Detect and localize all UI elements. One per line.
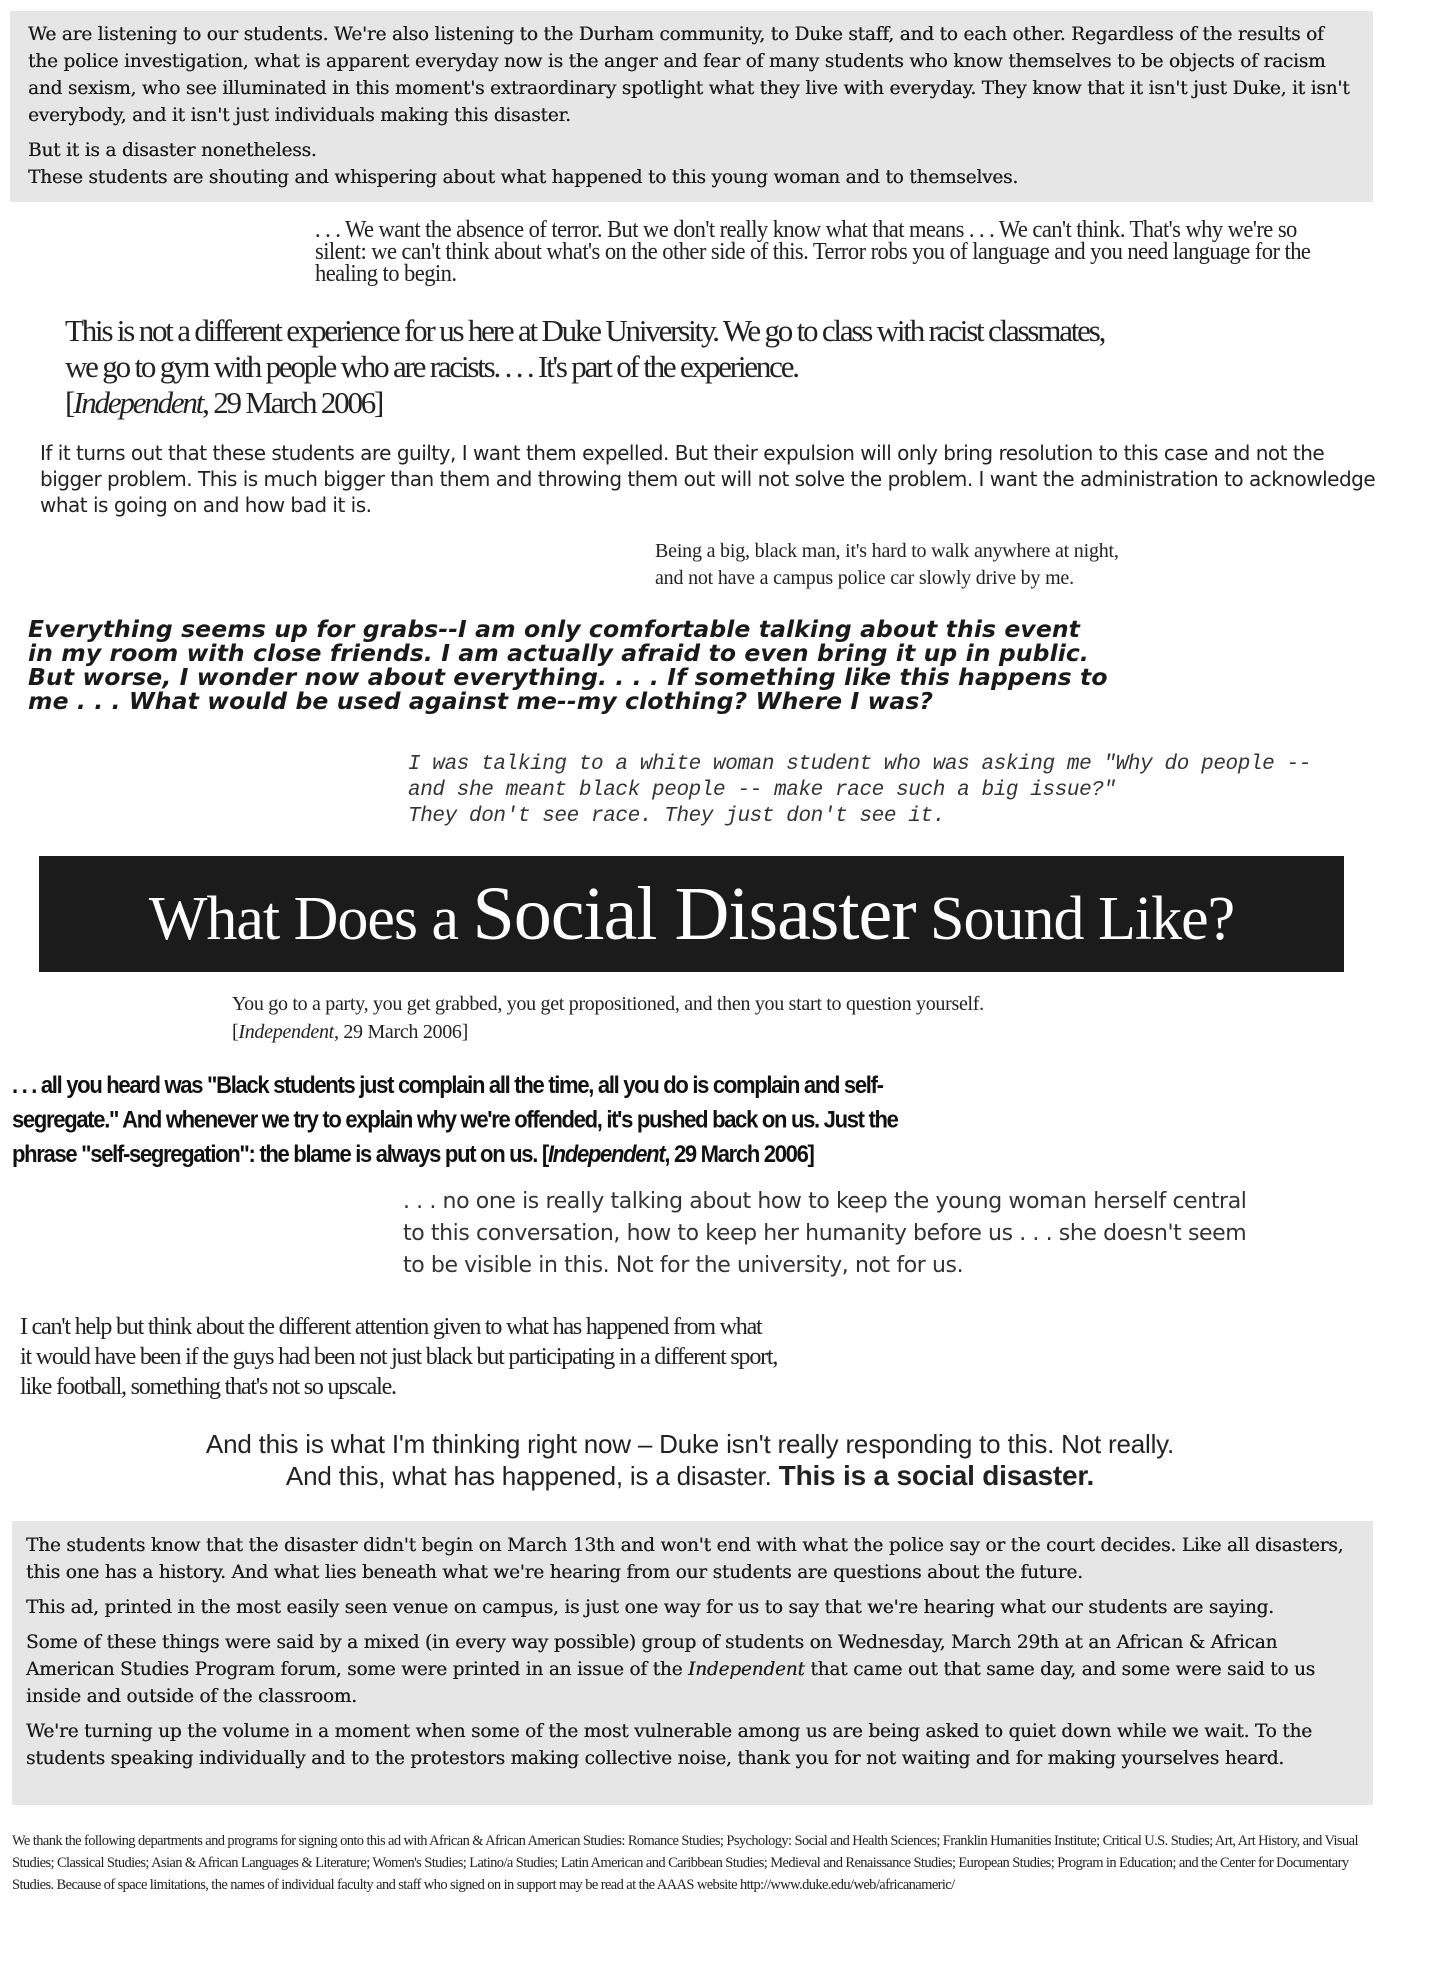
closing-box <box>12 1521 1373 1805</box>
quote-cant-help <box>20 1312 1120 1402</box>
closing-text: that came out that same day, and some were said to us inside and outside of the classroom. <box>26 1659 1315 1707</box>
source-publication: Independent <box>73 385 203 420</box>
quote-no-one <box>403 1186 1403 1282</box>
quote-line: . . . no one is really talking about how to keep the young woman herself central <box>403 1189 1247 1214</box>
quote-line: it would have been if the guys had been not just black but participating in a different sport, <box>20 1344 778 1370</box>
quote-line: in my room with close friends. I am actually afraid to even bring it up in public. <box>28 639 1089 667</box>
quote-line: and not have a campus police car slowly drive by me. <box>655 567 1074 589</box>
intro-paragraph: We are listening to our students. We're also listening to the Durham community, to Duke staff, and to each other. Regardless of the results of the police investigation, what is apparent everyday now is the anger and fear of many students who know themselves to be objects of racism and sexism, who see illuminated in this moment's extraordinary spotlight what they live with everyday. They know that it isn't just Duke, it isn't everybody, and it isn't just individuals making this disaster. <box>28 24 1350 126</box>
headline-part: What Does a <box>148 884 473 953</box>
quote-line: I was talking to a white woman student who was asking me "Why do people -- <box>408 753 1311 776</box>
headline-part-emphasis: Social Disaster <box>472 871 916 956</box>
source-date: , 29 March 2006] <box>333 1021 468 1043</box>
intro-box <box>10 11 1373 202</box>
quote-complain <box>12 1068 1112 1172</box>
headline-part: Sound Like? <box>915 884 1235 953</box>
source-date: , 29 March 2006] <box>202 385 383 420</box>
quote-line <box>12 1137 1112 1172</box>
source-publication: Independent <box>238 1021 334 1043</box>
source-bracket: [ <box>65 385 74 420</box>
quote-emphasis: This is a social disaster. <box>778 1460 1095 1491</box>
intro-statement: But it is a disaster nonetheless. <box>28 140 317 161</box>
quote-line: Everything seems up for grabs--I am only comfortable talking about this event <box>28 615 1081 643</box>
quote-line: I can't help but think about the different attention given to what has happened from what <box>20 1314 762 1340</box>
closing-paragraph: This ad, printed in the most easily seen venue on campus, is just one way for us to say that we're hearing what our students are saying. <box>26 1597 1274 1618</box>
quote-expelled: If it turns out that these students are guilty, I want them expelled. But their expulsion will only bring resolution to this case and not the bigger problem. This is much bigger than them and throwing them out will not solve the problem. I want the administration to acknowledge what is going on and how bad it is. <box>40 441 1376 517</box>
headline-banner <box>39 856 1344 972</box>
quote-line: They don't see race. They just don't see it. <box>408 805 945 828</box>
quote-everything <box>28 617 1328 713</box>
intro-statement: These students are shouting and whispering about what happened to this young woman and to themselves. <box>28 167 1019 188</box>
quote-line: me . . . What would be used against me--my clothing? Where I was? <box>28 687 934 715</box>
source-publication: Independent <box>547 1140 665 1168</box>
headline-title <box>149 871 1234 958</box>
quote-thinking <box>0 1428 1380 1492</box>
quote-line: to this conversation, how to keep her humanity before us . . . she doesn't seem <box>403 1221 1247 1246</box>
quote-big-man <box>655 538 1355 592</box>
publication-name: Independent <box>688 1659 805 1680</box>
quote-line: to be visible in this. Not for the university, not for us. <box>403 1253 964 1278</box>
quote-line <box>0 1460 1380 1492</box>
quote-experience <box>65 313 1265 421</box>
quote-line: This is not a different experience for us here at Duke University. We go to class with racist classmates, <box>65 313 1105 348</box>
quote-line: like football, something that's not so upscale. <box>20 1374 396 1400</box>
quote-line: But worse, I wonder now about everything. . . . If something like this happens to <box>28 663 1108 691</box>
quote-line: segregate." And whenever we try to explain why we're offended, it's pushed back on us. Just the <box>12 1105 898 1133</box>
quote-source <box>232 1018 1382 1046</box>
quote-line: we go to gym with people who are racists. . . . It's part of the experience. <box>65 349 798 384</box>
quote-terror: . . . We want the absence of terror. But we don't really know what that means . . . We can't think. That's why we're so silent: we can't think about what's on the other side of this. Terror robs you of language and you need language for the healing to begin. <box>315 217 1311 287</box>
quote-line: Being a big, black man, it's hard to walk anywhere at night, <box>655 540 1119 562</box>
closing-paragraph: We're turning up the volume in a moment when some of the most vulnerable among us are being asked to quiet down while we wait. To the students speaking individually and to the protestors making collective noise, thank you for not waiting and for making yourselves heard. <box>26 1721 1312 1769</box>
quote-party <box>232 990 1382 1046</box>
quote-line: and she meant black people -- make race such a big issue?" <box>408 779 1116 802</box>
source-date: , 29 March 2006] <box>664 1140 814 1168</box>
quote-white-woman <box>408 752 1408 830</box>
quote-line: . . . all you heard was "Black students just complain all the time, all you do is complain and self- <box>12 1071 883 1099</box>
closing-paragraph: The students know that the disaster didn't begin on March 13th and won't end with what the police say or the court decides. Like all disasters, this one has a history. And what lies beneath what we're hearing from our students are questions about the future. <box>26 1535 1344 1583</box>
quote-text: And this, what has happened, is a disaster. <box>285 1461 772 1491</box>
source-bracket: [ <box>232 1021 239 1043</box>
quote-line: And this is what I'm thinking right now – Duke isn't really responding to this. Not really. <box>205 1429 1175 1459</box>
footer-acknowledgements: We thank the following departments and programs for signing onto this ad with African & African American Studies: Romance Studies; Psychology: Social and Health Sciences; Franklin Humanities Institute; Critical U.S. Studies; Art, Art History, and Visual Studies; Classical Studies; Asian & African Languages & Literature; Women's Studies; Latino/a Studies; Latin American and Caribbean Studies; Medieval and Renaissance Studies; European Studies; Program in Education; and the Center for Documentary Studies. Because of space limitations, the names of individual faculty and staff who signed on in support may be read at the AAAS website http://www.duke.edu/web/africanameric/ <box>12 1833 1358 1893</box>
quote-source <box>65 385 1265 421</box>
closing-paragraph <box>26 1629 1359 1710</box>
quote-text: phrase "self-segregation": the blame is always put on us. [ <box>12 1140 548 1168</box>
quote-line: You go to a party, you get grabbed, you get propositioned, and then you start to question yourself. <box>232 993 984 1015</box>
closing-text: Some of these things were said by a mixed (in every way possible) group of students on Wednesday, March 29th at an African & African American Studies Program forum, some were printed in an issue of the <box>26 1632 1278 1680</box>
